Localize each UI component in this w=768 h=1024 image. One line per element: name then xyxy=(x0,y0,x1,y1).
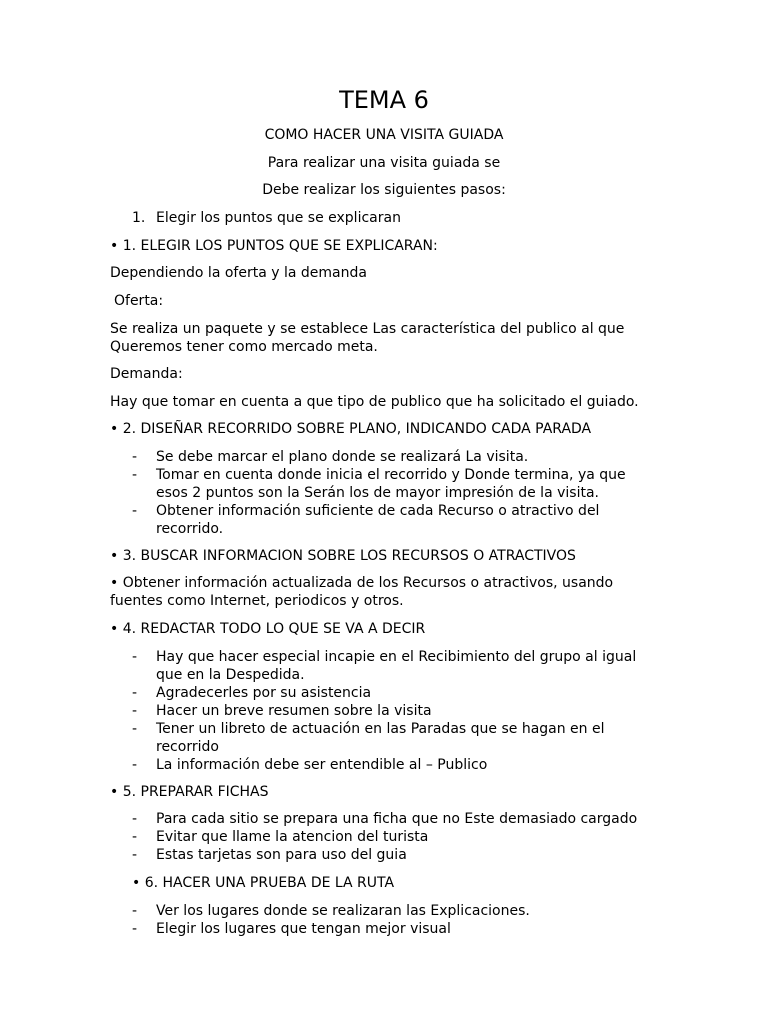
section-2-list xyxy=(132,448,642,538)
section-5-heading: • 5. PREPARAR FICHAS xyxy=(110,784,269,800)
demanda-label: Demanda: xyxy=(110,366,183,382)
section-1-heading: • 1. ELEGIR LOS PUNTOS QUE SE EXPLICARAN: xyxy=(110,238,438,254)
intro-line-1: Para realizar una visita guiada se xyxy=(267,155,501,171)
list-item: - Hacer un breve resumen sobre la visita xyxy=(132,703,432,719)
section-3-text: • Obtener información actualizada de los Recursos o atractivos, usando fuentes como Internet, periodicos y otros. xyxy=(110,575,614,609)
list-item: - Evitar que llame la atencion del turista xyxy=(132,829,429,845)
list-item: - Elegir los lugares que tengan mejor visual xyxy=(132,921,451,937)
oferta-label: Oferta: xyxy=(114,293,164,309)
section-6-list xyxy=(132,902,672,938)
list-item: - Ver los lugares donde se realizaran las Explicaciones. xyxy=(132,903,530,919)
list-item: - Agradecerles por su asistencia xyxy=(132,685,372,701)
list-item: - Se debe marcar el plano donde se realizará La visita. xyxy=(132,449,529,465)
section-5-list xyxy=(132,810,672,864)
subtitle: COMO HACER UNA VISITA GUIADA xyxy=(264,127,504,143)
oferta-text: Se realiza un paquete y se establece Las característica del publico al que Queremos tener como mercado meta. xyxy=(110,321,625,355)
section-4-heading: • 4. REDACTAR TODO LO QUE SE VA A DECIR xyxy=(110,621,426,637)
intro-line-2: Debe realizar los siguientes pasos: xyxy=(262,182,506,198)
section-6-heading: • 6. HACER UNA PRUEBA DE LA RUTA xyxy=(132,875,395,891)
section-3-heading: • 3. BUSCAR INFORMACION SOBRE LOS RECURSOS O ATRACTIVOS xyxy=(110,548,576,564)
list-item: - Tomar en cuenta donde inicia el recorrido y Donde termina, ya que esos 2 puntos son la Serán los de mayor impresión de la visita. xyxy=(132,467,626,501)
list-item: - Obtener información suficiente de cada Recurso o atractivo del recorrido. xyxy=(132,503,600,537)
list-item: - La información debe ser entendible al – Publico xyxy=(132,757,488,773)
numbered-item-text: Elegir los puntos que se explicaran xyxy=(156,210,401,226)
list-item: - Para cada sitio se prepara una ficha que no Este demasiado cargado xyxy=(132,811,638,827)
section-4-list xyxy=(132,648,652,774)
section-2-heading: • 2. DISEÑAR RECORRIDO SOBRE PLANO, INDICANDO CADA PARADA xyxy=(110,421,592,437)
list-item: - Tener un libreto de actuación en las Paradas que se hagan en el recorrido xyxy=(132,721,605,755)
list-item: - Hay que hacer especial incapie en el Recibimiento del grupo al igual que en la Despedida. xyxy=(132,649,637,683)
section-1-paragraph: Dependiendo la oferta y la demanda xyxy=(110,265,367,281)
numbered-item-number: 1. xyxy=(132,210,146,226)
page-title: TEMA 6 xyxy=(339,86,429,114)
numbered-item xyxy=(132,209,401,227)
list-item: - Estas tarjetas son para uso del guia xyxy=(132,847,407,863)
demanda-text: Hay que tomar en cuenta a que tipo de publico que ha solicitado el guiado. xyxy=(110,394,639,410)
